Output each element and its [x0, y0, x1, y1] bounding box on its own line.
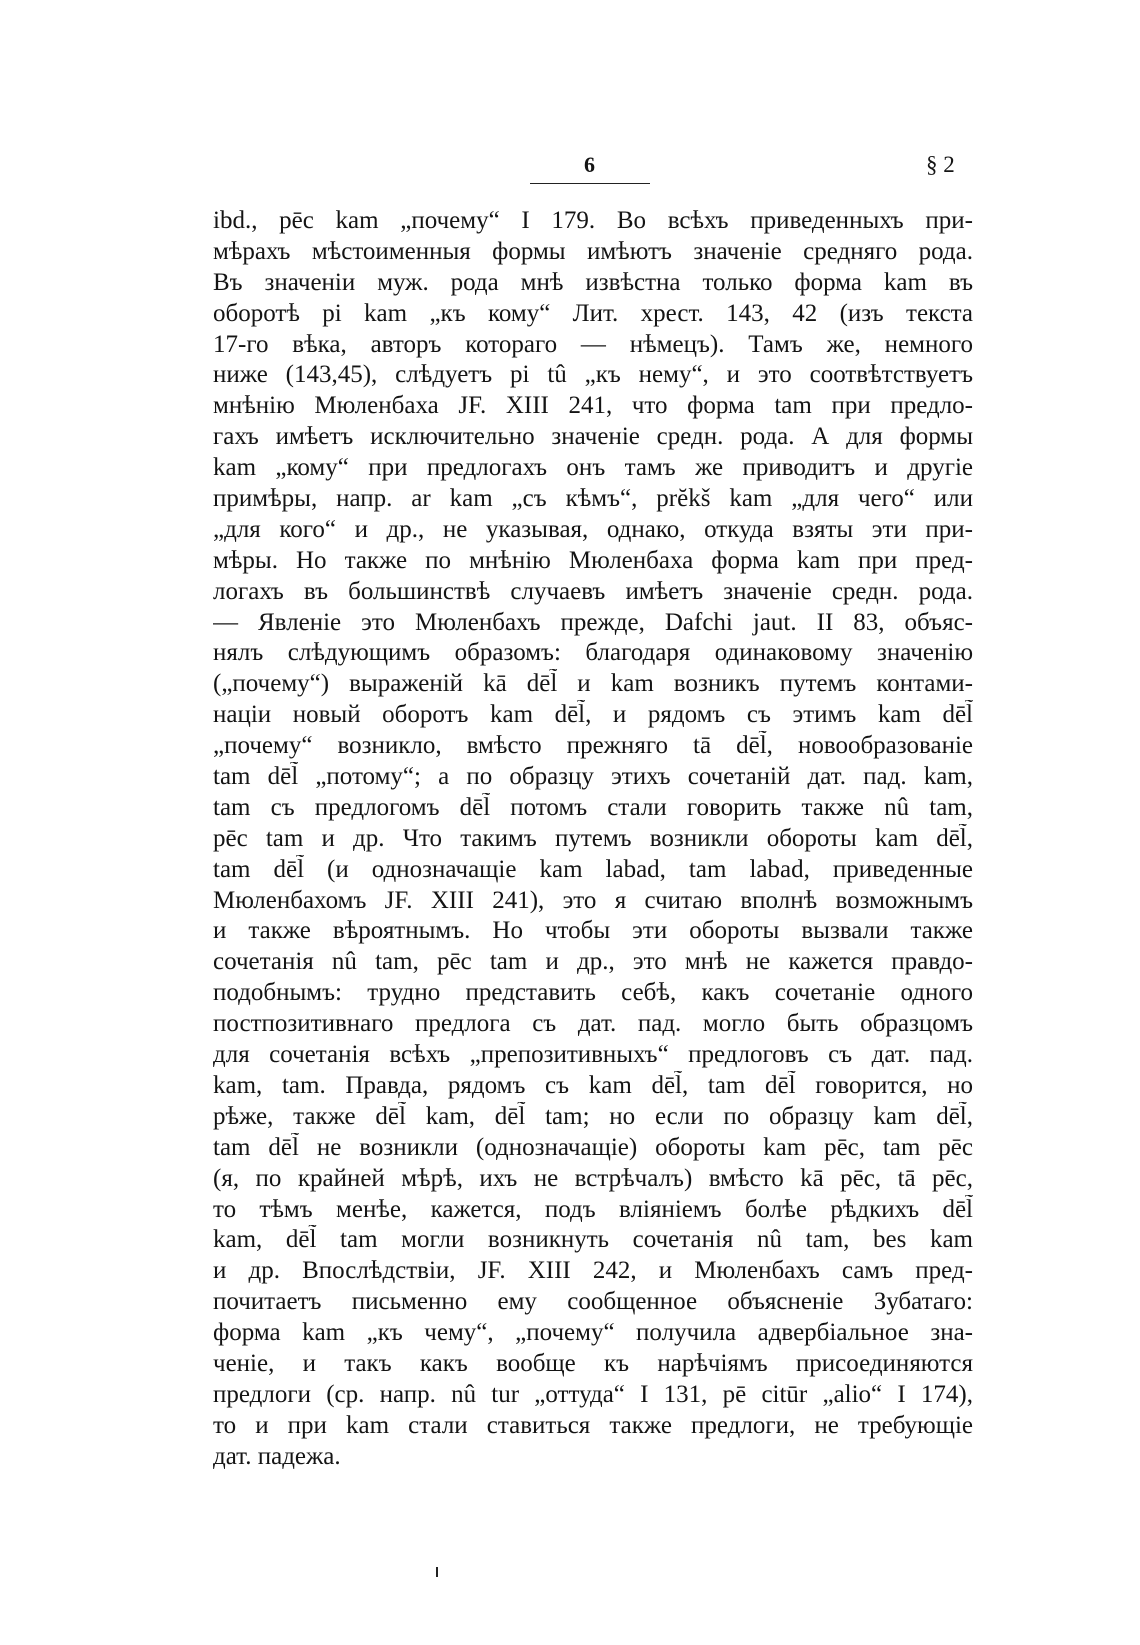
page-number: 6 — [584, 152, 596, 177]
text-line: мнѣнію Мюленбаха JF. XIII 241, что форма tam при предло- — [213, 392, 973, 420]
text-line: сочетанія nû tam, pēc tam и др., это мнѣ не кажется правдо- — [213, 948, 973, 976]
text-line: („почему“) выраженій kā dēl̃ и kam возникъ путемъ контами- — [213, 670, 973, 698]
text-line: мѣрахъ мѣстоименныя формы имѣютъ значеніе средняго рода. — [213, 237, 973, 265]
page-number-rule — [530, 183, 650, 184]
text-line: для сочетанія всѣхъ „препозитивныхъ“ предлоговъ съ дат. пад. — [213, 1041, 973, 1069]
text-line: Мюленбахомъ JF. XIII 241), это я считаю вполнѣ возможнымъ — [213, 886, 973, 914]
text-line: дат. падежа. — [213, 1442, 341, 1470]
text-line: оборотѣ pi kam „къ кому“ Лит. хрест. 143, 42 (изъ текста — [213, 299, 973, 327]
text-line: то тѣмъ менѣе, кажется, подъ вліяніемъ болѣе рѣдкихъ dēl̃ — [213, 1195, 973, 1223]
text-line: постпозитивнаго предлога съ дат. пад. могло быть образцомъ — [213, 1010, 973, 1038]
text-line: гахъ имѣетъ исключительно значеніе средн. рода. А для формы — [213, 423, 973, 451]
text-line: (я, по крайней мѣрѣ, ихъ не встрѣчалъ) вмѣсто kā pēc, tā pēc, — [213, 1164, 973, 1192]
stray-ink-mark — [436, 1567, 438, 1577]
text-line: — Явленіе это Мюленбахъ прежде, Dafchi jaut. II 83, объяс- — [213, 608, 973, 636]
body-text — [213, 206, 973, 1473]
text-line: tam dēl̃ (и однозначащіе kam labad, tam labad, приведенные — [213, 855, 973, 883]
text-line: логахъ въ большинствѣ случаевъ имѣетъ значеніе средн. рода. — [213, 577, 973, 605]
text-line: нялъ слѣдующимъ образомъ: благодаря одинаковому значенію — [213, 639, 973, 667]
text-line: предлоги (ср. напр. nû tur „оттуда“ I 131, pē citūr „alio“ I 174), — [213, 1380, 973, 1408]
text-line: kam, dēl̃ tam могли возникнуть сочетанія nû tam, bes kam — [213, 1226, 973, 1254]
text-line: kam „кому“ при предлогахъ онъ тамъ же приводитъ и другіе — [213, 454, 973, 482]
text-line: tam dēl̃ не возникли (однозначащіе) обороты kam pēc, tam pēc — [213, 1133, 973, 1161]
text-line: форма kam „къ чему“, „почему“ получила адвербіальное зна- — [213, 1319, 973, 1347]
text-line: подобнымъ: трудно представить себѣ, какъ сочетаніе одного — [213, 979, 973, 1007]
section-mark: § 2 — [926, 152, 955, 177]
text-line: и также вѣроятнымъ. Но чтобы эти обороты вызвали также — [213, 917, 973, 945]
text-line: pēc tam и др. Что такимъ путемъ возникли обороты kam dēl̃, — [213, 824, 973, 852]
text-line: „почему“ возникло, вмѣсто прежняго tā dēl̃, новообразованіе — [213, 732, 973, 760]
text-line: ibd., pēc kam „почему“ I 179. Во всѣхъ приведенныхъ при- — [213, 207, 973, 234]
text-line: рѣже, также dēl̃ kam, dēl̃ tam; но если по образцу kam dēl̃, — [213, 1102, 973, 1130]
text-line: tam съ предлогомъ dēl̃ потомъ стали говорить также nû tam, — [213, 793, 973, 821]
text-line: Въ значеніи муж. рода мнѣ извѣстна только форма kam въ — [213, 268, 973, 296]
text-line: націи новый оборотъ kam dēl̃, и рядомъ съ этимъ kam dēl̃ — [213, 701, 973, 729]
text-line: то и при kam стали ставиться также предлоги, не требующіе — [213, 1411, 973, 1439]
text-line: 17-го вѣка, авторъ котораго — нѣмецъ). Тамъ же, немного — [213, 330, 973, 358]
text-line: примѣры, напр. ar kam „съ кѣмъ“, prĕkš kam „для чего“ или — [213, 485, 973, 513]
text-line: и др. Впослѣдствіи, JF. XIII 242, и Мюленбахъ самъ пред- — [213, 1257, 973, 1285]
text-line: ниже (143,45), слѣдуетъ pi tû „къ нему“, и это соотвѣтствуетъ — [213, 361, 973, 389]
text-line: мѣры. Но также по мнѣнію Мюленбаха форма kam при пред- — [213, 546, 973, 574]
text-line: почитаетъ письменно ему сообщенное объясненіе Зубатаго: — [213, 1288, 973, 1316]
text-line: tam dēl̃ „потому“; а по образцу этихъ сочетаній дат. пад. kam, — [213, 763, 973, 791]
text-line: „для кого“ и др., не указывая, однако, откуда взяты эти при- — [213, 515, 973, 543]
text-line: ченіе, и такъ какъ вообще къ нарѣчіямъ присоединяются — [213, 1349, 973, 1377]
text-line: kam, tam. Правда, рядомъ съ kam dēl̃, tam dēl̃ говорится, но — [213, 1071, 973, 1099]
